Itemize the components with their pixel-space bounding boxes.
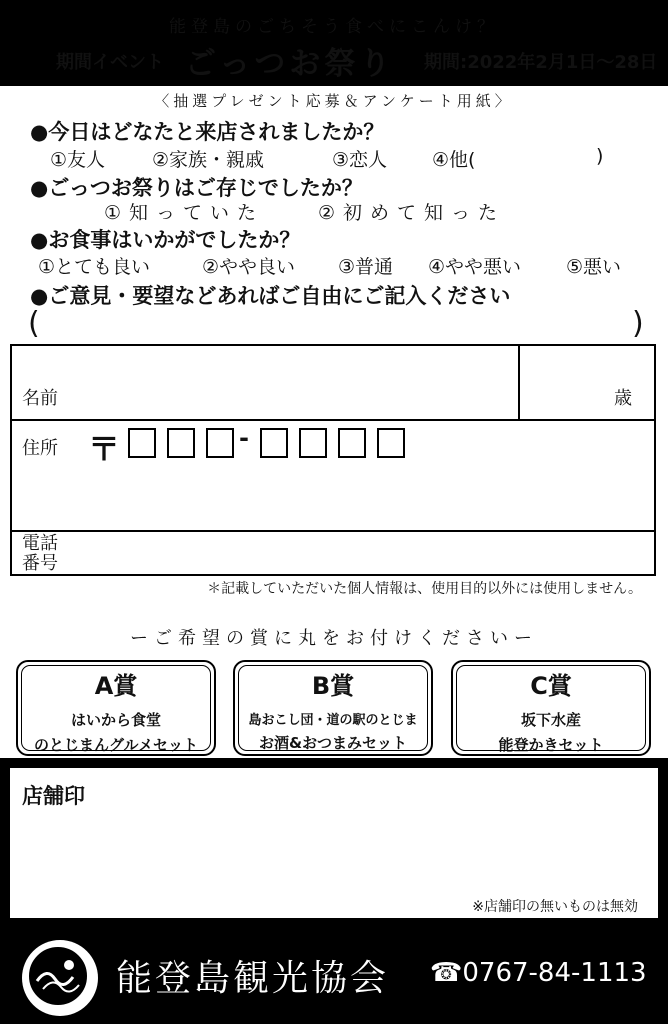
age-label: 歳 (614, 388, 632, 409)
prize-a-name: A賞 (94, 672, 138, 700)
address-label: 住所 (22, 438, 58, 459)
logo-wave-icon (29, 947, 87, 1005)
age-field[interactable] (526, 352, 606, 414)
zip-digit-box[interactable] (260, 428, 288, 458)
zip-digit-box[interactable] (299, 428, 327, 458)
event-period: 期間:2022年2月1日〜28日 (424, 52, 658, 73)
organization-name: 能登島観光協会 (116, 958, 390, 999)
zip-dash: - (239, 424, 249, 452)
prize-b-inner-border (238, 665, 428, 751)
q3-option-bad[interactable]: ④やや悪い (428, 256, 522, 278)
divider-address (10, 530, 656, 532)
zip-digit-box[interactable] (338, 428, 366, 458)
question-4: ●ご意見・要望などあればご自由にご記入ください (30, 284, 511, 308)
prize-c-name: C賞 (530, 672, 572, 700)
zip-digit-box[interactable] (377, 428, 405, 458)
name-field[interactable] (80, 352, 510, 414)
phone-number[interactable]: ☎0767-84-1113 (430, 958, 647, 988)
name-label: 名前 (22, 388, 58, 409)
prize-a-inner-border (21, 665, 211, 751)
divider-name (10, 419, 656, 421)
prize-heading: ーご希望の賞に丸をお付けくださいー (130, 628, 538, 649)
event-label: 期間イベント (56, 52, 164, 73)
q1-option-family[interactable]: ②家族・親戚 (152, 149, 265, 171)
postal-mark-icon: 〒 (88, 430, 121, 468)
q1-option-friend[interactable]: ①友人 (50, 149, 106, 171)
prize-c-inner-border (456, 665, 646, 751)
prize-c-provider: 坂下水産 (520, 711, 581, 729)
prize-a-provider: はいから食堂 (70, 711, 161, 729)
phone-label-line1: 電話 (22, 533, 58, 554)
header-subtitle: 能登島のごちそう食べにこんけ？ (169, 17, 499, 37)
q2-option-first-time[interactable]: ②初めて知った (318, 202, 506, 224)
zip-digit-box[interactable] (206, 428, 234, 458)
logo-inner-mark (27, 945, 89, 1007)
prize-c-card[interactable] (451, 660, 651, 756)
question-2: ●ごっつお祭りはご存じでしたか？ (30, 176, 363, 200)
association-logo-icon (22, 940, 98, 1016)
privacy-notice: ＊記載していただいた個人情報は、使用目的以外には使用しません。 (207, 581, 642, 597)
q3-option-very-bad[interactable]: ⑤悪い (566, 256, 622, 278)
event-title: ごっつお祭り (185, 46, 395, 82)
comment-open-paren: ( (28, 306, 40, 341)
stamp-note: ※店舗印の無いものは無効 (472, 899, 638, 915)
divider-age (518, 344, 520, 420)
stamp-label: 店舗印 (22, 784, 85, 808)
zip-digit-box[interactable] (128, 428, 156, 458)
comment-close-paren: ) (632, 306, 644, 341)
prize-a-item: のとじまんグルメセット (33, 736, 199, 754)
phone-field[interactable] (80, 536, 640, 572)
question-1: ●今日はどなたと来店されましたか？ (30, 120, 385, 144)
prize-b-name: B賞 (311, 672, 355, 700)
q3-option-good[interactable]: ②やや良い (202, 256, 296, 278)
phone-label-line2: 番号 (22, 553, 58, 574)
q3-option-very-good[interactable]: ①とても良い (38, 256, 151, 278)
address-field[interactable] (22, 466, 642, 524)
zip-digit-box[interactable] (167, 428, 195, 458)
prize-c-item: 能登かきセット (498, 736, 604, 754)
q3-option-average[interactable]: ③普通 (338, 256, 394, 278)
prize-a-card[interactable] (16, 660, 216, 756)
q1-option-other[interactable]: ④他( (432, 149, 476, 171)
q1-option-partner[interactable]: ③恋人 (332, 149, 388, 171)
form-title: 〈抽選プレゼント応募＆アンケート用紙〉 (154, 92, 514, 110)
q1-other-close: ) (596, 145, 604, 167)
prize-b-card[interactable] (233, 660, 433, 756)
prize-b-provider: 島おこし団・道の駅のとじま (248, 713, 418, 728)
q2-option-knew[interactable]: ①知っていた (104, 202, 265, 224)
question-3: ●お食事はいかがでしたか？ (30, 228, 301, 252)
prize-b-item: お酒&おつまみセット (259, 734, 407, 752)
comment-field[interactable] (48, 308, 624, 340)
